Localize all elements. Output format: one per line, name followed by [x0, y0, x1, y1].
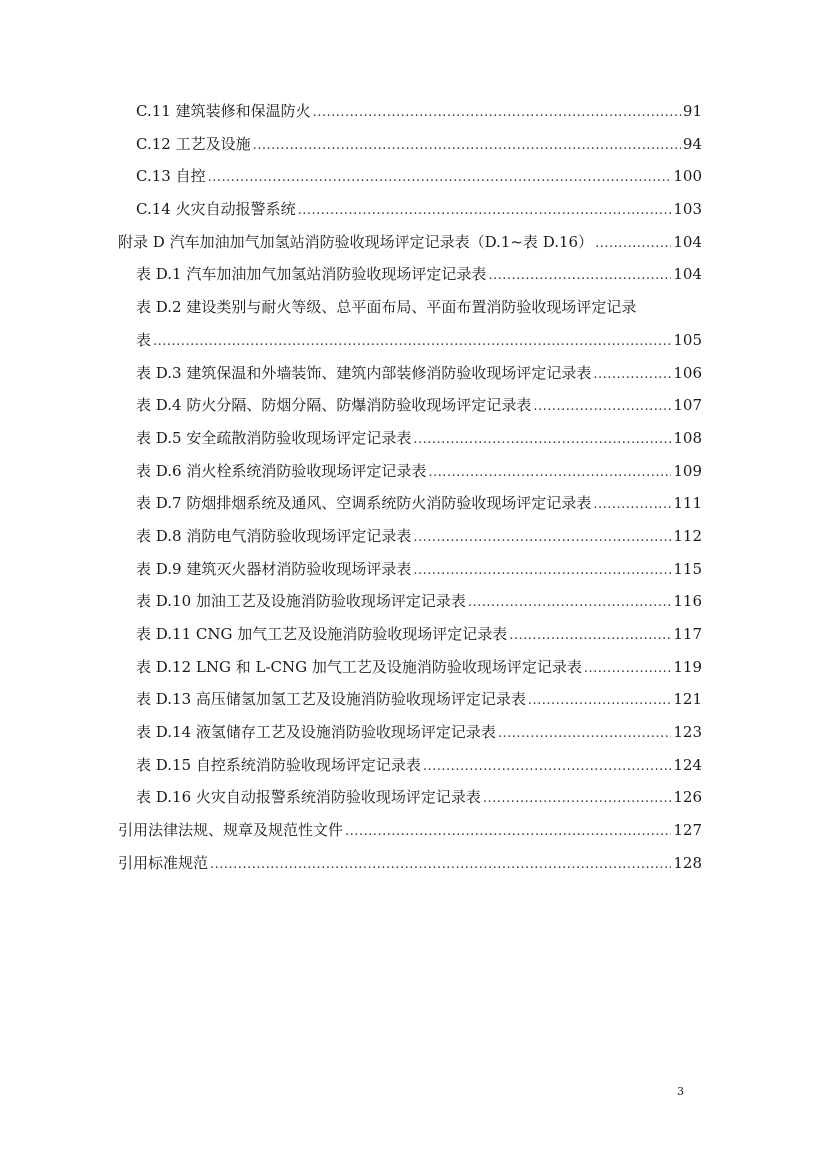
toc-entry-label: 表 D.11 CNG 加气工艺及设施消防验收现场评定记录表	[136, 625, 508, 643]
toc-entry-label: 表 D.6 消火栓系统消防验收现场评定记录表	[136, 461, 427, 480]
toc-entry-page: 91	[682, 102, 702, 120]
toc-entry-d14[interactable]	[118, 716, 702, 749]
toc-entry-label: 表 D.3 建筑保温和外墙装饰、建筑内部装修消防验收现场评定记录表	[136, 363, 592, 382]
toc-entry-d13[interactable]	[118, 683, 702, 716]
toc-entry-d1[interactable]	[118, 258, 702, 291]
toc-entry-d8[interactable]	[118, 520, 702, 553]
toc-entry-d15[interactable]	[118, 749, 702, 782]
dot-leader	[483, 781, 671, 816]
toc-entry-page: 117	[673, 625, 702, 643]
toc-entry-page: 104	[673, 232, 702, 251]
dot-leader	[595, 226, 671, 261]
toc-entry-label: C.12 工艺及设施	[136, 134, 251, 153]
toc-entry-label: 表 D.9 建筑灭火器材消防验收现场评录表	[136, 559, 412, 578]
toc-entry-d16[interactable]	[118, 781, 702, 814]
toc-entry-standards[interactable]	[118, 847, 702, 880]
dot-leader	[528, 683, 671, 718]
toc-entry-label: 表 D.12 LNG 和 L-CNG 加气工艺及设施消防验收现场评定记录表	[136, 657, 582, 676]
dot-leader	[593, 487, 671, 522]
dot-leader	[413, 520, 671, 555]
toc-entry-d6[interactable]	[118, 455, 702, 488]
toc-entry-page: 107	[673, 396, 702, 415]
toc-entry-page: 121	[673, 690, 702, 709]
toc-entry-page: 94	[682, 134, 702, 153]
toc-entry-appendix-d[interactable]	[118, 226, 702, 259]
toc-entry-label: 表 D.7 防烟排烟系统及通风、空调系统防火消防验收现场评定记录表	[136, 494, 592, 513]
dot-leader	[584, 651, 671, 686]
toc-entry-label: 表 D.14 液氢储存工艺及设施消防验收现场评定记录表	[136, 723, 496, 742]
dot-leader	[498, 716, 671, 751]
toc-entry-page: 104	[673, 265, 702, 284]
toc-entry-page: 115	[673, 559, 702, 578]
toc-entry-d9[interactable]	[118, 553, 702, 586]
dot-leader	[509, 618, 671, 653]
dot-leader	[468, 585, 671, 620]
toc-entry-label: C.14 火灾自动报警系统	[136, 200, 296, 219]
dot-leader	[345, 814, 671, 849]
toc-entry-label: 表 D.16 火灾自动报警系统消防验收现场评定记录表	[136, 788, 481, 807]
toc-entry-label: 表 D.10 加油工艺及设施消防验收现场评定记录表	[136, 592, 466, 611]
dot-leader	[488, 258, 671, 293]
dot-leader	[298, 193, 672, 228]
toc-entry-page: 116	[673, 592, 702, 611]
toc-entry-page: 106	[673, 363, 702, 382]
toc-entry-label: 引用标准规范	[118, 853, 209, 872]
toc-entry-page: 124	[673, 755, 702, 774]
table-of-contents	[118, 95, 702, 880]
toc-entry-page: 108	[673, 428, 702, 447]
toc-entry-label: 表 D.4 防火分隔、防烟分隔、防爆消防验收现场评定记录表	[136, 396, 532, 415]
toc-entry-d5[interactable]	[118, 422, 702, 455]
toc-entry-page: 100	[673, 167, 702, 186]
dot-leader	[593, 357, 671, 392]
toc-entry-page: 103	[673, 200, 702, 219]
toc-entry-c13[interactable]	[118, 160, 702, 193]
toc-entry-label: 表 D.1 汽车加油加气加氢站消防验收现场评定记录表	[136, 265, 487, 284]
toc-entry-c14[interactable]	[118, 193, 702, 226]
toc-entry-page: 123	[673, 723, 702, 742]
toc-entry-page: 105	[673, 330, 702, 349]
toc-entry-page: 128	[673, 853, 702, 872]
toc-entry-d12[interactable]	[118, 651, 702, 684]
dot-leader	[533, 389, 671, 424]
dot-leader	[210, 847, 671, 882]
toc-entry-d11[interactable]	[118, 618, 702, 651]
toc-entry-d7[interactable]	[118, 487, 702, 520]
toc-entry-laws[interactable]	[118, 814, 702, 847]
dot-leader	[413, 553, 671, 588]
toc-entry-label: 表 D.13 高压储氢加氢工艺及设施消防验收现场评定记录表	[136, 690, 526, 709]
page-number: 3	[677, 1085, 684, 1098]
toc-entry-label: 表 D.8 消防电气消防验收现场评定记录表	[136, 526, 412, 545]
toc-entry-d2[interactable]	[118, 324, 702, 357]
dot-leader	[313, 95, 681, 130]
dot-leader	[253, 128, 681, 163]
toc-entry-label: 表 D.5 安全疏散消防验收现场评定记录表	[136, 428, 412, 447]
toc-entry-c12[interactable]	[118, 128, 702, 161]
toc-entry-label: 表	[136, 330, 152, 349]
toc-entry-page: 127	[673, 821, 702, 840]
toc-entry-page: 126	[673, 788, 702, 807]
toc-entry-label: C.13 自控	[136, 167, 206, 186]
toc-entry-label: 附录 D 汽车加油加气加氢站消防验收现场评定记录表（D.1~表 D.16）	[118, 232, 594, 251]
toc-entry-c11[interactable]	[118, 95, 702, 128]
toc-entry-d4[interactable]	[118, 389, 702, 422]
toc-entry-page: 112	[673, 526, 702, 545]
toc-entry-page: 109	[673, 461, 702, 480]
toc-entry-label: 表 D.15 自控系统消防验收现场评定记录表	[136, 755, 421, 774]
dot-leader	[208, 160, 672, 195]
toc-entry-label: C.11 建筑装修和保温防火	[136, 102, 311, 120]
dot-leader	[413, 422, 671, 457]
dot-leader	[153, 324, 671, 359]
dot-leader	[428, 455, 671, 490]
toc-entry-label: 引用法律法规、规章及规范性文件	[118, 821, 344, 840]
toc-entry-d3[interactable]	[118, 357, 702, 390]
toc-entry-d10[interactable]	[118, 585, 702, 618]
toc-entry-page: 119	[673, 657, 702, 676]
dot-leader	[423, 749, 671, 784]
toc-entry-page: 111	[673, 494, 702, 513]
toc-entry-d2-line1[interactable]: 表 D.2 建设类别与耐火等级、总平面布局、平面布置消防验收现场评定记录	[136, 298, 637, 317]
